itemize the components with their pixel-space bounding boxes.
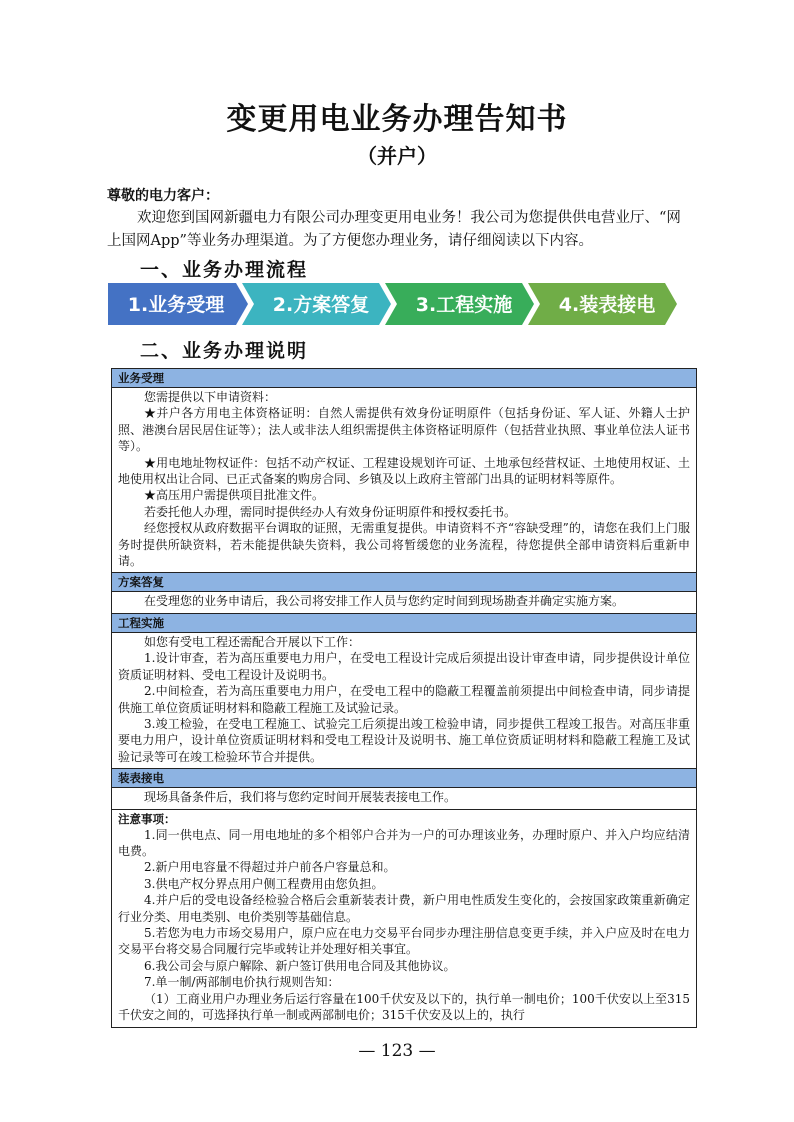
table-paragraph: 3.竣工检验，在受电工程施工、试验完工后须提出竣工检验申请，同步提供工程竣工报告。对高压非重要电力用户，设计单位资质证明材料和受电工程设计及说明书、施工单位资质证明材料和隐蔽工程施工及试验记录等可在竣工检验环节合并提供。 bbox=[118, 716, 690, 764]
business-explanation-table bbox=[111, 368, 697, 1028]
table-paragraph: ★用电地址物权证件：包括不动产权证、工程建设规划许可证、土地承包经营权证、土地使用权证、土地使用权出让合同、已正式备案的购房合同、乡镇及以上政府主管部门出具的证明材料等原件。 bbox=[118, 455, 690, 487]
flow-step-label-1: 1.业务受理 bbox=[127, 294, 225, 316]
table-paragraph: 您需提供以下申请资料： bbox=[144, 390, 277, 404]
flow-step-label-3: 3.工程实施 bbox=[415, 294, 513, 316]
notes-item: 7.单一制/两部制电价执行规则告知： bbox=[144, 975, 340, 990]
flow-step-label-2: 2.方案答复 bbox=[272, 294, 370, 316]
notes-item: 5.若您为电力市场交易用户，原户应在电力交易平台同步办理注册信息变更手续，并入户应及时在电力交易平台将交易合同履行完毕或转让并处理好相关事宜。 bbox=[118, 925, 690, 957]
notes-item: （1）工商业用户办理业务后运行容量在100千伏安及以下的，执行单一制电价；100千伏安以上至315千伏安之间的，可选择执行单一制或两部制电价；315千伏安及以上的，执行 bbox=[118, 991, 690, 1022]
table-paragraph: 在受理您的业务申请后，我公司将安排工作人员与您约定时间到现场勘查并确定实施方案。 bbox=[144, 594, 625, 609]
notes-item: 6.我公司会与原户解除、新户签订供用电合同及其他协议。 bbox=[144, 958, 456, 973]
notes-title: 注意事项： bbox=[118, 811, 176, 826]
table-section-heading: 工程实施 bbox=[112, 614, 696, 633]
greeting: 尊敬的电力客户： bbox=[107, 188, 219, 204]
table-paragraph: 现场具备条件后，我们将与您约定时间开展装表接电工作。 bbox=[144, 790, 457, 805]
table-paragraph: ★高压用户需提供项目批准文件。 bbox=[144, 488, 325, 503]
table-section-body bbox=[112, 388, 696, 573]
table-section-heading: 方案答复 bbox=[112, 573, 696, 592]
section-heading-explanation: 二、业务办理说明 bbox=[140, 340, 309, 362]
page-subtitle: （并户） bbox=[357, 144, 437, 168]
table-section-body bbox=[112, 788, 696, 809]
flow-step-label-4: 4.装表接电 bbox=[558, 294, 656, 316]
table-paragraph: 若委托他人办理，需同时提供经办人有效身份证明原件和授权委托书。 bbox=[144, 504, 517, 519]
notes-item: 3.供电产权分界点用户侧工程费用由您负担。 bbox=[144, 876, 384, 891]
table-paragraph: 如您有受电工程还需配合开展以下工作： bbox=[144, 634, 361, 649]
section-heading-process: 一、业务办理流程 bbox=[140, 259, 309, 281]
notes-item: 2.新户用电容量不得超过并户前各户容量总和。 bbox=[144, 860, 396, 875]
table-paragraph: 1.设计审查，若为高压重要电力用户，在受电工程设计完成后须提出设计审查申请，同步提供设计单位资质证明材料、受电工程设计及说明书。 bbox=[118, 651, 690, 682]
process-flow-diagram bbox=[108, 283, 690, 325]
table-section-body bbox=[112, 633, 696, 769]
table-paragraph: ★并户各方用电主体资格证明：自然人需提供有效身份证明原件（包括身份证、军人证、外籍人士护照、港澳台居民居住证等）；法人或非法人组织需提供主体资格证明原件（包括营业执照、事业单位法人证书等）。 bbox=[118, 406, 690, 454]
table-section-body bbox=[112, 592, 696, 613]
notes-item: 4.并户后的受电设备经检验合格后会重新装表计费，新户用电性质发生变化的，会按国家政策重新确定行业分类、用电类别、电价类别等基础信息。 bbox=[118, 893, 690, 924]
table-paragraph: 经您授权从政府数据平台调取的证照，无需重复提供。申请资料不齐“容缺受理”的，请您在我们上门服务时提供所缺资料，若未能提供缺失资料，我公司将暂缓您的业务流程，待您提供全部申请资料后重新申请。 bbox=[118, 521, 690, 569]
table-section-heading: 业务受理 bbox=[112, 369, 696, 388]
notes-item: 1.同一供电点、同一用电地址的多个相邻户合并为一户的可办理该业务，办理时原户、并入户均应结清电费。 bbox=[118, 827, 690, 858]
table-paragraph: 2.中间检查，若为高压重要电力用户，在受电工程中的隐蔽工程覆盖前须提出中间检查申请，同步请提供施工单位资质证明材料和隐蔽工程施工及试验记录。 bbox=[118, 684, 690, 715]
page-number: — 123 — bbox=[358, 1041, 436, 1061]
notes-block bbox=[112, 810, 696, 1027]
page-title: 变更用电业务办理告知书 bbox=[226, 102, 568, 137]
intro-paragraph: 欢迎您到国网新疆电力有限公司办理变更用电业务！我公司为您提供供电营业厅、“网上国网App”等业务办理渠道。为了方便您办理业务，请仔细阅读以下内容。 bbox=[107, 210, 681, 249]
table-section-heading: 装表接电 bbox=[112, 769, 696, 788]
